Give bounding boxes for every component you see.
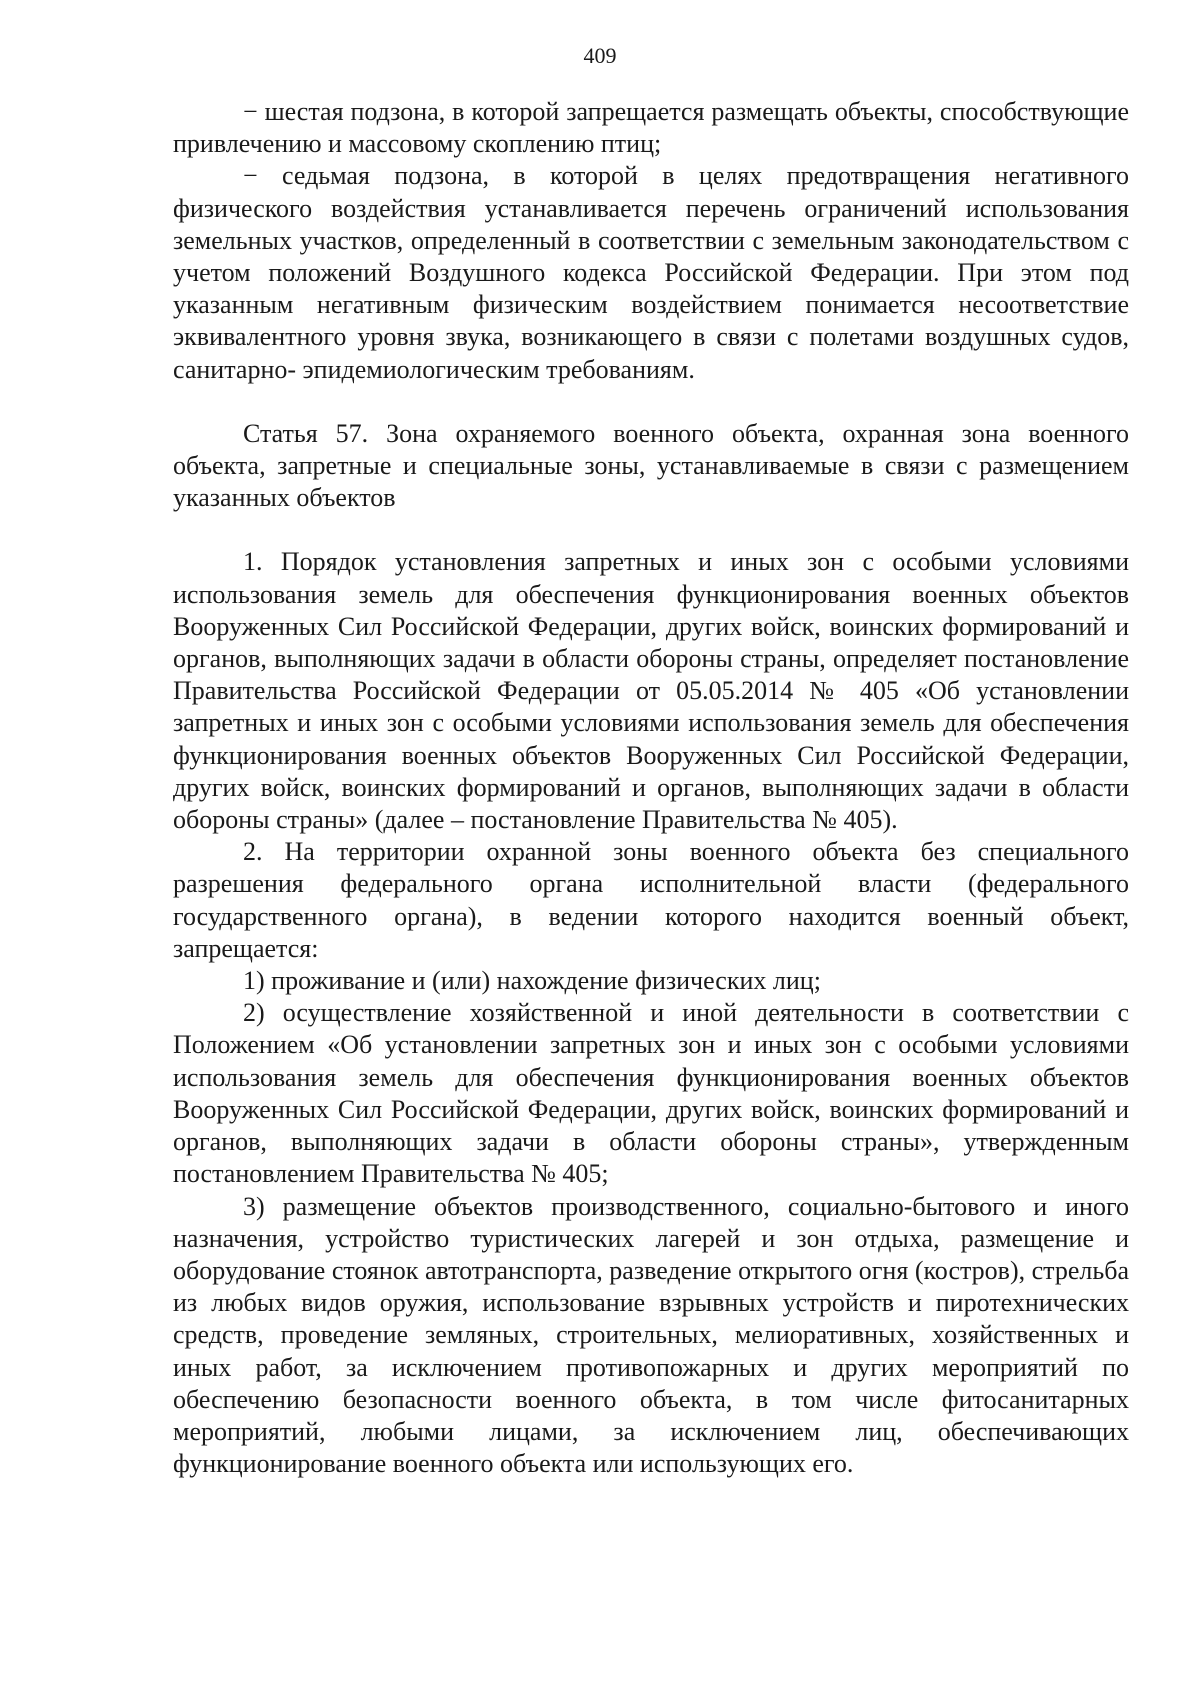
paragraph-item-2: 2. На территории охранной зоны военного объекта без специального разрешения федерального органа исполнительной власти (федерального государственного органа), в ведении которого находится военный объект, запрещается: [173, 837, 1129, 963]
page-number: 409 [583, 43, 617, 68]
paragraph-item-1: 1. Порядок установления запретных и иных зон с особыми условиями использования земель для обеспечения функционирования военных объектов Вооруженных Сил Российской Федерации, других войск, воинских формирований и органов, выполняющих задачи в области обороны страны, определяет постановление Правительства Российской Федерации от 05.05.2014 № 405 «Об установлении запретных и иных зон с особыми условиями использования земель для обеспечения функционирования военных объектов Вооруженных Сил Российской Федерации, других войск, воинских формирований и органов, выполняющих задачи в области обороны страны» (далее – постановление Правительства № 405). [173, 547, 1129, 835]
paragraph-subzone-7: − седьмая подзона, в которой в целях предотвращения негативного физического воздействия устанавливается перечень ограничений использования земельных участков, определенный в соответствии с земельным законодательством с учетом положений Воздушного кодекса Российской Федерации. При этом под указанным негативным физическим воздействием понимается несоответствие эквивалентного уровня звука, возникающего в связи с полетами воздушных судов, санитарно- эпидемиологическим требованиям. [173, 161, 1129, 384]
paragraph-subzone-6: − шестая подзона, в которой запрещается размещать объекты, способствующие привлечению и массовому скоплению птиц; [173, 97, 1129, 159]
paragraph-subitem-1: 1) проживание и (или) нахождение физических лиц; [243, 966, 821, 996]
article-57-heading: Статья 57. Зона охраняемого военного объекта, охранная зона военного объекта, запретные и специальные зоны, устанавливаемые в связи с размещением указанных объектов [173, 418, 1129, 513]
paragraph-subitem-2: 2) осуществление хозяйственной и иной деятельности в соответствии с Положением «Об установлении запретных зон и иных зон с особыми условиями использования земель для обеспечения функционирования военных объектов Вооруженных Сил Российской Федерации, других войск, воинских формирований и органов, выполняющих задачи в области обороны страны», утвержденным постановлением Правительства № 405; [173, 998, 1129, 1189]
document-body [173, 96, 1129, 1480]
paragraph-subitem-3: 3) размещение объектов производственного, социально-бытового и иного назначения, устройство туристических лагерей и зон отдыха, размещение и оборудование стоянок автотранспорта, разведение открытого огня (костров), стрельба из любых видов оружия, использование взрывных устройств и пиротехнических средств, проведение земляных, строительных, мелиоративных, хозяйственных и иных работ, за исключением противопожарных и других мероприятий по обеспечению безопасности военного объекта, в том числе фитосанитарных мероприятий, любыми лицами, за исключением лиц, обеспечивающих функционирование военного объекта или использующих его. [173, 1191, 1129, 1479]
